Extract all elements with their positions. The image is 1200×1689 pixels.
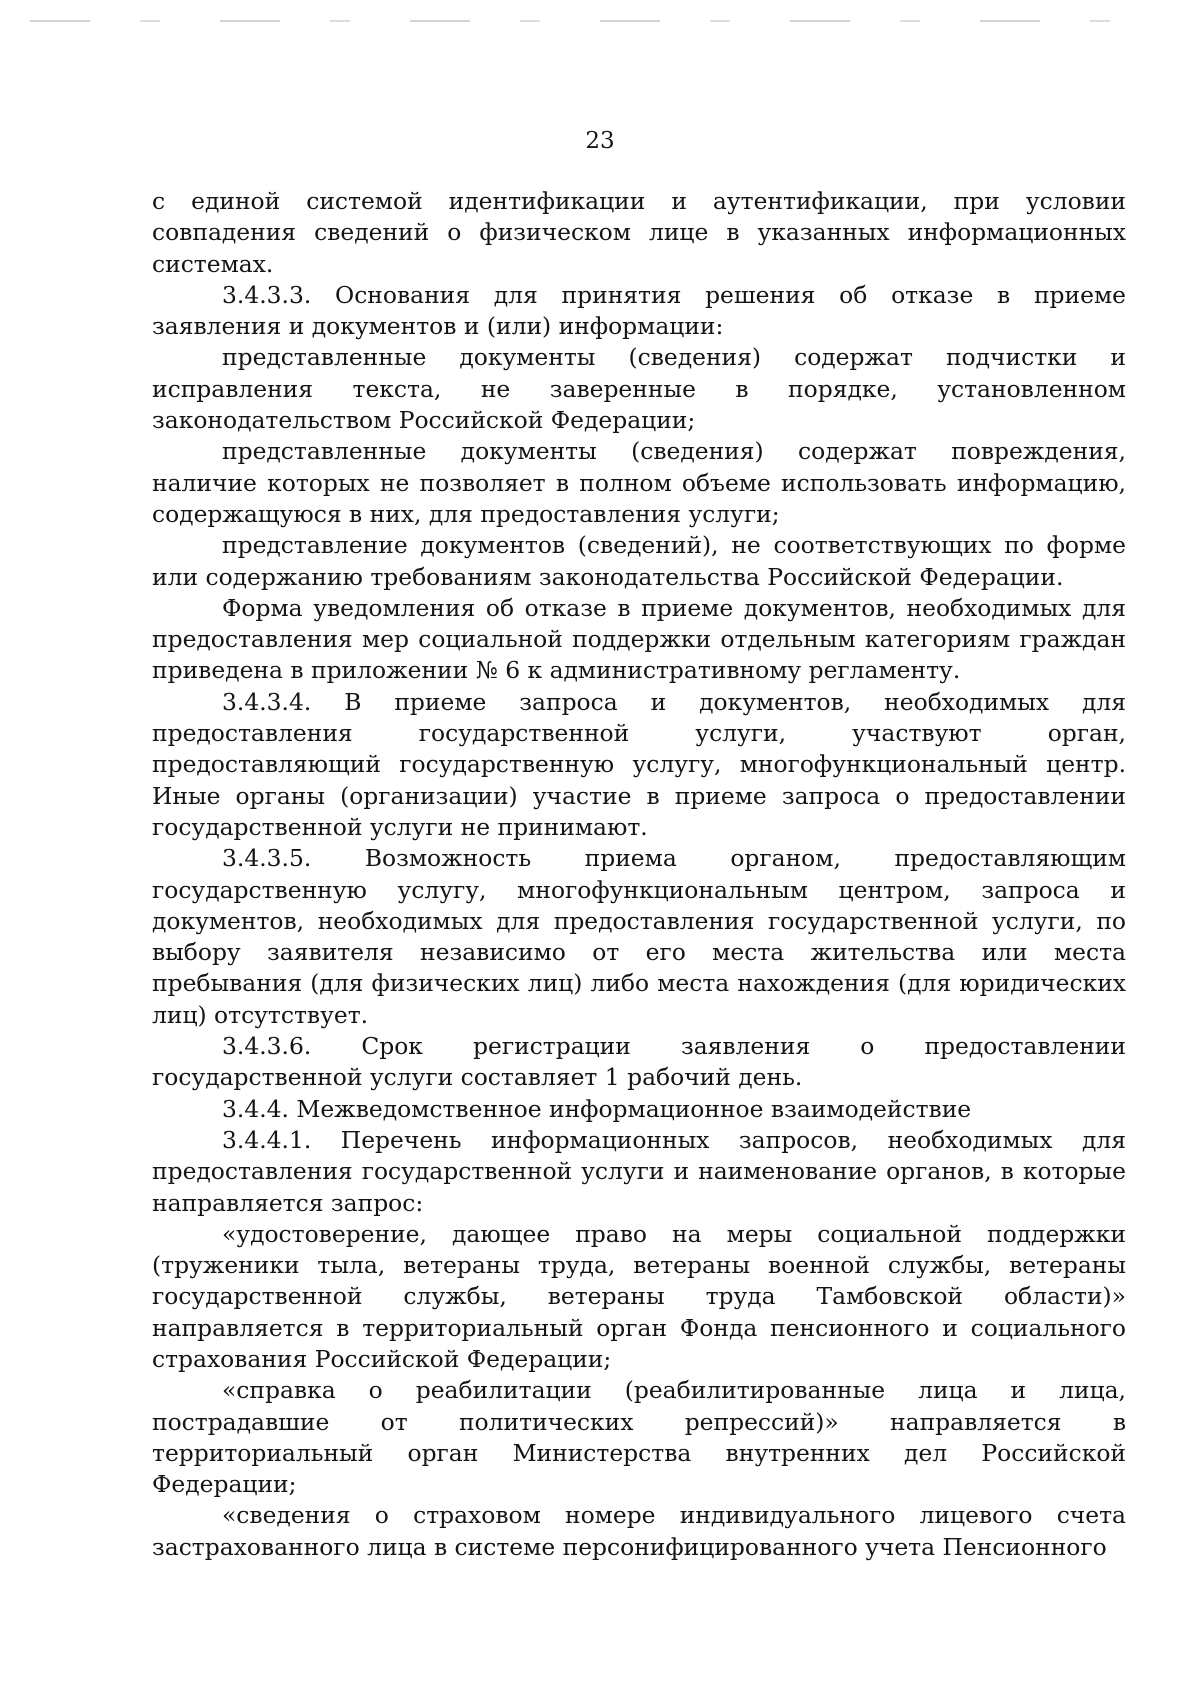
paragraph: 3.4.3.4. В приеме запроса и документов, необходимых для предоставления государственной услуги, участвуют орган, предоставляющий государственную услугу, многофункциональный центр. Иные органы (организации) участие в приеме запроса о предоставлении государственной услуги не принимают. <box>152 687 1126 841</box>
paragraph: 3.4.3.3. Основания для принятия решения об отказе в приеме заявления и документов и (или) информации: <box>152 280 1126 341</box>
paragraph: представление документов (сведений), не соответствующих по форме или содержанию требованиям законодательства Российской Федерации. <box>152 531 1126 591</box>
page-number: 23 <box>585 128 615 154</box>
paragraph: представленные документы (сведения) содержат подчистки и исправления текста, не заверенные в порядке, установленном законодательством Российской Федерации; <box>152 343 1126 435</box>
paragraph: 3.4.4.1. Перечень информационных запросов, необходимых для предоставления государственной услуги и наименование органов, в которые направляется запрос: <box>152 1125 1126 1217</box>
paragraph: «справка о реабилитации (реабилитированные лица и лица, пострадавшие от политических репрессий)» направляется в территориальный орган Министерства внутренних дел Российской Федерации; <box>152 1376 1126 1499</box>
paragraph: «сведения о страховом номере индивидуального лицевого счета застрахованного лица в системе персонифицированного учета Пенсионного <box>152 1501 1126 1561</box>
paragraph: с единой системой идентификации и аутентификации, при условии совпадения сведений о физическом лице в указанных информационных системах. <box>152 187 1126 278</box>
paragraph: Форма уведомления об отказе в приеме документов, необходимых для предоставления мер социальной поддержки отдельным категориям граждан приведена в приложении № 6 к административному регламенту. <box>152 593 1126 685</box>
paragraph: «удостоверение, дающее право на меры социальной поддержки (труженики тыла, ветераны труда, ветераны военной службы, ветераны государственной службы, ветераны труда Тамбовской области)» направляется в территориальный орган Фонда пенсионного и социального страхования Российской Федерации; <box>152 1219 1126 1373</box>
document-body <box>152 186 1126 1563</box>
section-heading: 3.4.4. Межведомственное информационное взаимодействие <box>222 1094 972 1123</box>
paragraph: 3.4.3.5. Возможность приема органом, предоставляющим государственную услугу, многофункциональным центром, запроса и документов, необходимых для предоставления государственной услуги, по выбору заявителя независимо от его места жительства или места пребывания (для физических лиц) либо места нахождения (для юридических лиц) отсутствует. <box>152 844 1126 1029</box>
paragraph: представленные документы (сведения) содержат повреждения, наличие которых не позволяет в полном объеме использовать информацию, содержащуюся в них, для предоставления услуги; <box>152 437 1126 528</box>
scan-artifact-line <box>30 20 1170 22</box>
paragraph: 3.4.3.6. Срок регистрации заявления о предоставлении государственной услуги составляет 1 рабочий день. <box>152 1032 1126 1092</box>
